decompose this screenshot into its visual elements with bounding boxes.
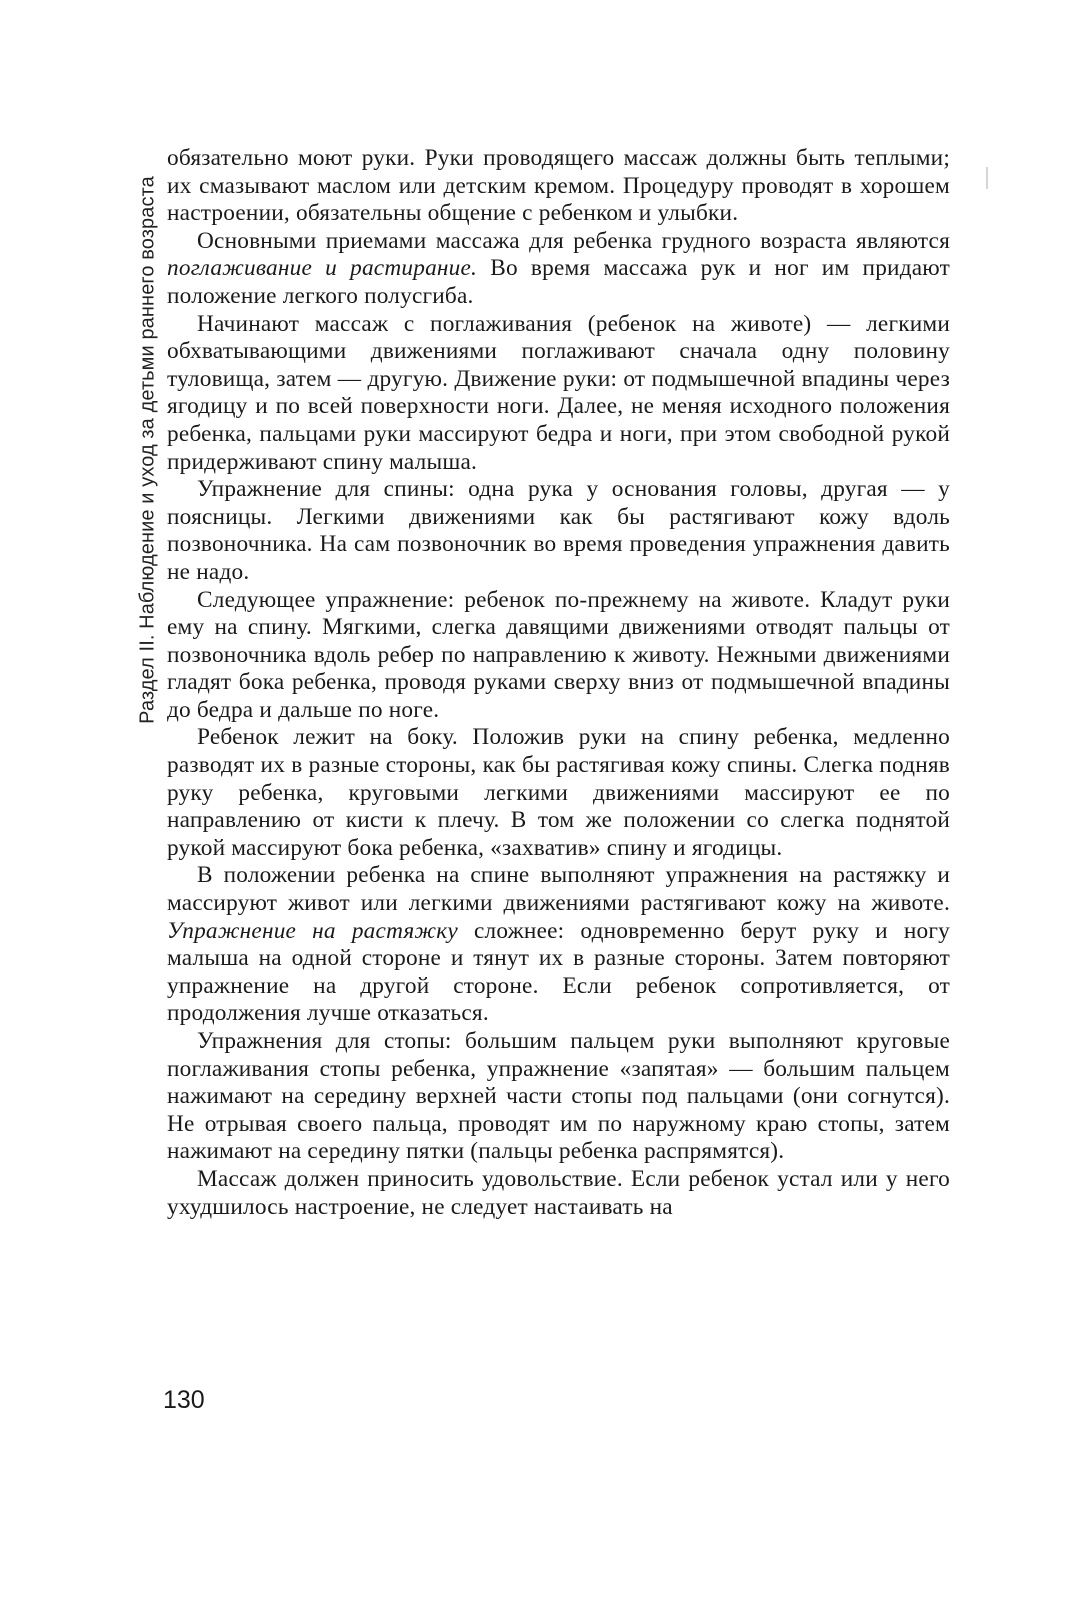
paragraph: [167, 724, 950, 862]
paragraph: [167, 587, 950, 725]
text-run: обязательно моют руки. Руки проводящего массаж должны быть теплыми; их смазывают маслом или детским кремом. Процедуру проводят в хорошем настроении, обязательны общение с ребенком и улыбки.: [167, 145, 950, 227]
paragraph: [167, 1028, 950, 1166]
text-run: Ребенок лежит на боку. Положив руки на спину ребенка, медленно разводят их в разные стороны, как бы растягивая кожу спины. Слегка подняв руку ребенка, круговыми легкими движениями массируют ее по направлению от кисти к плечу. В том же положении со слегка поднятой рукой массируют бока ребенка, «захватив» спину и ягодицы.: [167, 724, 950, 861]
text-run: В положении ребенка на спине выполняют упражнения на растяжку и массируют живот или легкими движениями растягивают кожу на животе.: [167, 862, 950, 917]
italic-term: поглаживание и растирание.: [167, 255, 478, 282]
text-run: Следующее упражнение: ребенок по-прежнему на животе. Кладут руки ему на спину. Мягкими, слегка давящими движениями отводят пальцы от позвоночника вдоль ребер по направлению к животу. Нежными движениями гладят бока ребенка, проводя руками сверху вниз от подмышечной впадины до бедра и дальше по ноге.: [167, 586, 950, 723]
text-run: Массаж должен приносить удовольствие. Если ребенок устал или у него ухудшилось настроение, не следует настаивать на: [167, 1165, 950, 1220]
paragraph: [167, 228, 950, 311]
paragraph: [167, 862, 950, 1028]
page-number: 130: [163, 1386, 205, 1414]
paragraph: [167, 311, 950, 477]
running-header: Раздел II. Наблюдение и уход за детьми раннего возраста: [136, 176, 159, 724]
text-run: Упражнение для спины: одна рука у основания головы, другая — у поясницы. Легкими движениями как бы растягивают кожу вдоль позвоночника. На сам позвоночник во время проведения упражнения давить не надо.: [167, 476, 950, 585]
text-run: Основными приемами массажа для ребенка грудного возраста являются: [197, 227, 950, 254]
text-run: сложнее: одновременно берут руку и ногу малыша на одной стороне и тянут их в разные стороны. Затем повторяют упражнение на другой стороне. Если ребенок сопротивляется, от продолжения лучше отказаться.: [167, 917, 950, 1027]
scan-edge-mark: [986, 167, 988, 189]
text-run: Упражнения для стопы: большим пальцем руки выполняют круговые поглаживания стопы ребенка, упражнение «запятая» — большим пальцем нажимают на середину верхней части стопы под пальцами (они согнутся). Не отрывая своего пальца, проводят им по наружному краю стопы, затем нажимают на середину пятки (пальцы ребенка распрямятся).: [167, 1028, 950, 1165]
paragraph: [167, 145, 950, 228]
paragraph: [167, 1166, 950, 1221]
italic-term: Упражнение на растяжку: [167, 917, 458, 944]
body-text: [167, 145, 950, 1221]
text-run: Начинают массаж с поглаживания (ребенок на животе) — легкими обхватывающими движениями поглаживают сначала одну половину туловища, затем — другую. Движение руки: от подмышечной впадины через ягодицу и по всей поверхности ноги. Далее, не меняя исходного положения ребенка, пальцами руки массируют бедра и ноги, при этом свободной рукой придерживают спину малыша.: [167, 310, 950, 475]
text-run: Во время массажа рук и ног им придают положение легкого полусгиба.: [167, 255, 950, 309]
paragraph: [167, 476, 950, 586]
